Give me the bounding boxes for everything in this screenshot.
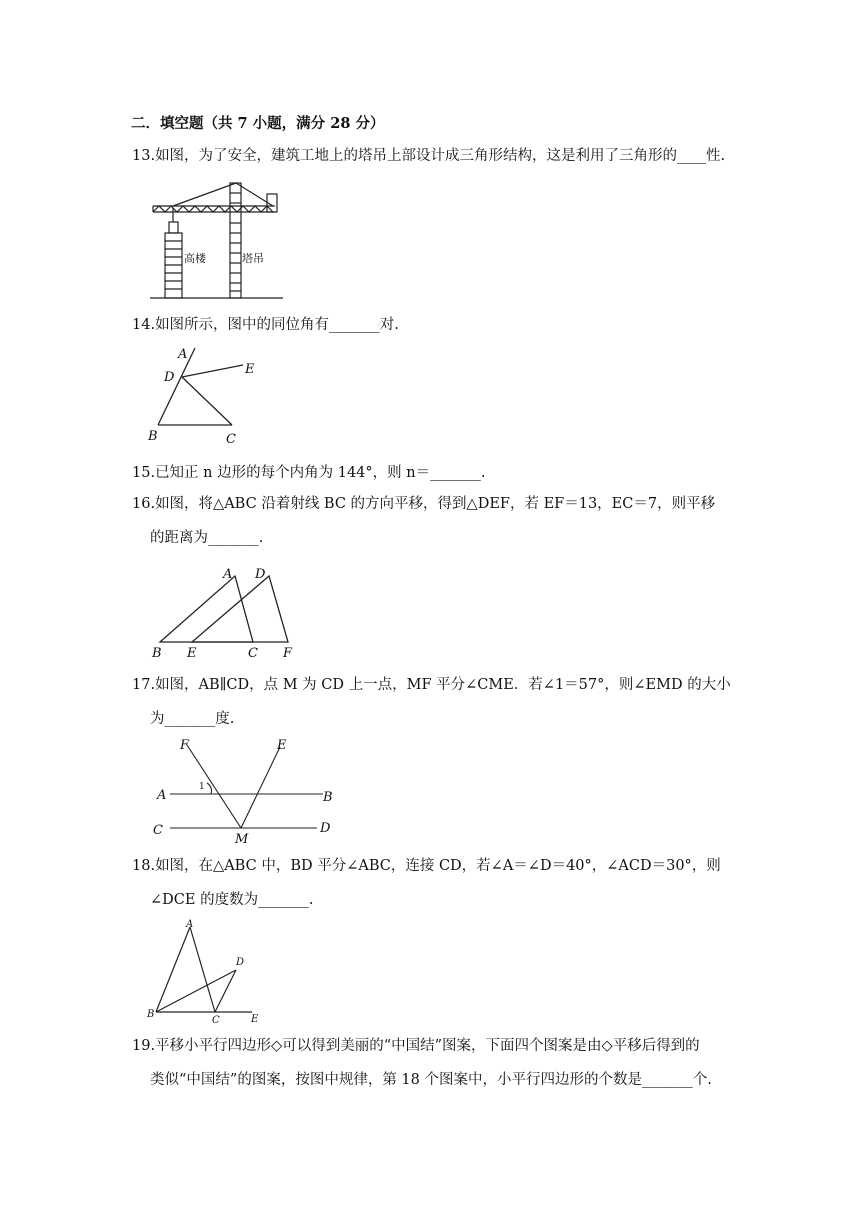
section-title: 二．填空题（共 7 小题，满分 28 分） <box>131 115 385 132</box>
label-C: C <box>226 432 236 447</box>
question-15 <box>132 463 485 483</box>
label-F: F <box>283 646 293 660</box>
question-number: 14. <box>132 317 156 333</box>
label-E: E <box>251 1014 259 1025</box>
label-F: F <box>180 738 190 753</box>
question-19-line-2: 类似“中国结”的图案，按图中规律，第 18 个图案中，小平行四边形的个数是_______个. <box>150 1072 712 1088</box>
question-19 <box>132 1036 700 1056</box>
question-14 <box>132 315 399 335</box>
label-E: E <box>277 738 287 753</box>
label-angle-1: 1 <box>199 782 205 792</box>
label-B: B <box>323 790 333 805</box>
label-C: C <box>248 646 258 660</box>
label-A: A <box>223 567 233 582</box>
label-A: A <box>178 347 188 362</box>
question-16 <box>132 494 715 514</box>
label-A: A <box>157 788 167 803</box>
question-number: 15. <box>132 465 156 481</box>
question-number: 16. <box>132 496 156 512</box>
question-number: 17. <box>132 677 156 693</box>
label-D: D <box>164 370 175 385</box>
label-M: M <box>235 832 249 847</box>
question-17-line-2: 为_______度. <box>150 711 235 727</box>
figure-14 <box>140 343 270 448</box>
question-18-line-2: ∠DCE 的度数为_______. <box>150 892 314 908</box>
question-text-line-1: 如图，将△ABC 沿着射线 BC 的方向平移，得到△DEF，若 EF＝13，EC＝7，则平移 <box>155 496 716 512</box>
label-D: D <box>236 957 245 968</box>
label-D: D <box>255 567 266 582</box>
question-number: 13. <box>132 148 156 164</box>
question-text-line-1: 平移小平行四边形◇可以得到美丽的“中国结”图案，下面四个图案是由◇平移后得到的 <box>155 1038 700 1054</box>
label-E: E <box>187 646 197 660</box>
question-text: 已知正 n 边形的每个内角为 144°，则 n＝_______. <box>155 465 486 481</box>
label-A: A <box>186 919 194 930</box>
building-label: 高楼 <box>184 252 206 265</box>
figure-16 <box>145 562 305 660</box>
question-text-line-1: 如图，AB∥CD，点 M 为 CD 上一点，MF 平分∠CME．若∠1＝57°，则∠EMD 的大小 <box>155 677 731 693</box>
label-E: E <box>245 362 255 377</box>
question-text: 如图，为了安全，建筑工地上的塔吊上部设计成三角形结构，这是利用了三角形的____性. <box>155 148 726 164</box>
question-text-line-1: 如图，在△ABC 中，BD 平分∠ABC，连接 CD，若∠A＝∠D＝40°，∠ACD＝30°，则 <box>155 858 721 874</box>
question-number: 18. <box>132 858 156 874</box>
question-13 <box>132 146 725 166</box>
question-number: 19. <box>132 1038 156 1054</box>
label-C: C <box>153 823 163 838</box>
label-B: B <box>147 1009 155 1020</box>
figure-13-tower-crane <box>145 178 290 303</box>
label-B: B <box>148 429 158 444</box>
question-text: 如图所示，图中的同位角有_______对. <box>155 317 399 333</box>
label-B: B <box>152 646 162 660</box>
label-C: C <box>212 1015 220 1026</box>
crane-label: 塔吊 <box>242 252 264 265</box>
label-D: D <box>320 821 331 836</box>
question-18 <box>132 856 721 876</box>
question-16-line-2: 的距离为_______. <box>150 530 264 546</box>
figure-18 <box>140 915 270 1027</box>
question-17 <box>132 675 731 695</box>
figure-17 <box>145 735 345 847</box>
